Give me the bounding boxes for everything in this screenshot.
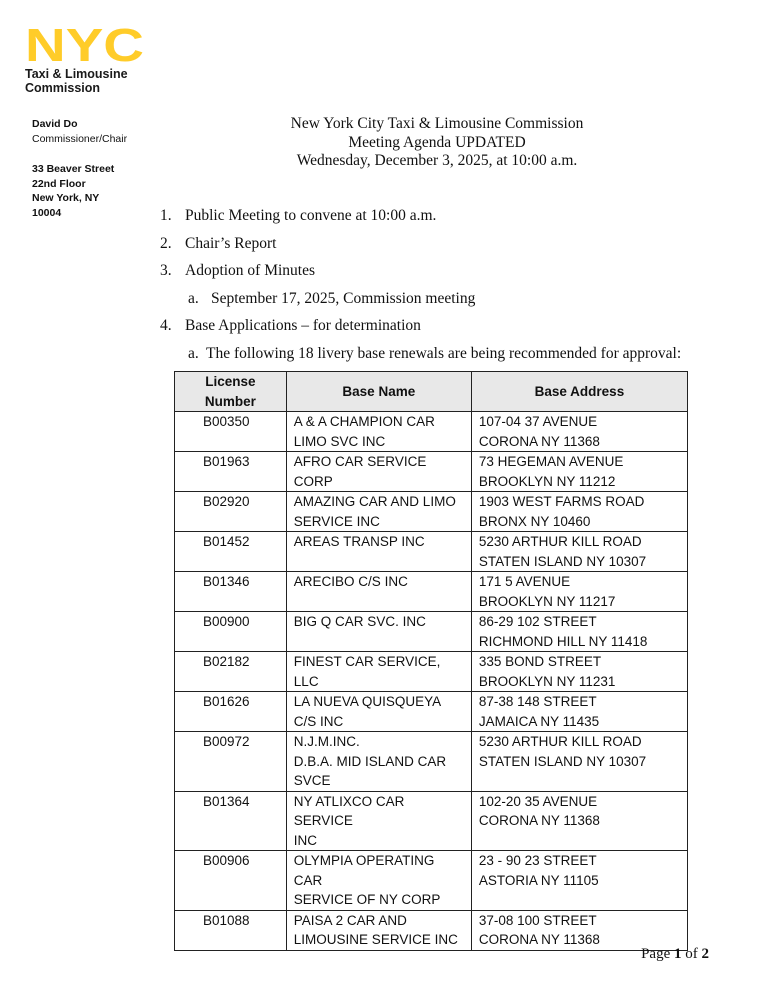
license-number-cell: B01346: [175, 572, 287, 612]
address-line: 33 Beaver Street: [32, 163, 115, 175]
agenda-item: [160, 261, 720, 289]
item-number: 4.: [160, 317, 172, 334]
item-text: Chair’s Report: [185, 234, 277, 252]
office-address: [32, 162, 142, 220]
item-number: 3.: [160, 262, 172, 279]
license-number-cell: B02920: [175, 492, 287, 532]
table-row: [175, 791, 688, 851]
license-number-cell: B00900: [175, 612, 287, 652]
page-word: Page: [641, 946, 671, 962]
license-number-cell: B00972: [175, 732, 287, 792]
base-address-cell: 335 BOND STREET BROOKLYN NY 11231: [471, 652, 687, 692]
license-number-cell: B01364: [175, 791, 287, 851]
base-name-cell: PAISA 2 CAR AND LIMOUSINE SERVICE INC: [286, 910, 471, 950]
document-header: [190, 115, 684, 171]
agenda-item: [160, 206, 720, 234]
logo-line-1: Taxi & Limousine: [25, 67, 128, 81]
column-header-text: Base Name: [342, 383, 416, 399]
subitem-letter: a.: [188, 289, 199, 307]
base-name-cell: LA NUEVA QUISQUEYA C/S INC: [286, 692, 471, 732]
subitem-text: The following 18 livery base renewals are being recommended for approval:: [206, 344, 682, 362]
table-row: [175, 532, 688, 572]
table-row: [175, 572, 688, 612]
address-line: 10004: [32, 206, 62, 219]
subitem-letter: a.: [188, 344, 199, 362]
column-header-text: License Number: [204, 374, 256, 409]
table-row: [175, 412, 688, 452]
nyc-tlc-logo: [25, 24, 155, 95]
address-line: New York, NY: [32, 192, 100, 204]
base-address-cell: 1903 WEST FARMS ROAD BRONX NY 10460: [471, 492, 687, 532]
table-row: [175, 652, 688, 692]
item-text: Adoption of Minutes: [185, 262, 316, 279]
base-name-cell: NY ATLIXCO CAR SERVICE INC: [286, 791, 471, 851]
license-number-cell: B00350: [175, 412, 287, 452]
nyc-logo-icon: [25, 24, 145, 64]
total-pages: 2: [701, 946, 709, 962]
license-number-cell: B01626: [175, 692, 287, 732]
table-row: [175, 851, 688, 911]
base-name-cell: FINEST CAR SERVICE, LLC: [286, 652, 471, 692]
license-number-cell: B01452: [175, 532, 287, 572]
base-name-cell: ARECIBO C/S INC: [286, 572, 471, 612]
agenda-subitem: [160, 344, 720, 363]
column-header-address: [471, 372, 687, 412]
logo-wordmark: NYC: [25, 24, 144, 64]
table-row: [175, 452, 688, 492]
base-address-cell: 107-04 37 AVENUE CORONA NY 11368: [471, 412, 687, 452]
table-row: [175, 492, 688, 532]
of-word: of: [685, 946, 698, 962]
livery-base-table: [174, 371, 688, 951]
base-name-cell: A & A CHAMPION CAR LIMO SVC INC: [286, 412, 471, 452]
header-date: Wednesday, December 3, 2025, at 10:00 a.m.: [296, 152, 578, 169]
base-name-cell: AMAZING CAR AND LIMO SERVICE INC: [286, 492, 471, 532]
sidebar: [32, 117, 142, 220]
column-header-name: [286, 372, 471, 412]
page-number: [641, 946, 709, 963]
column-header-text: Base Address: [534, 383, 625, 399]
item-text: Public Meeting to convene at 10:00 a.m.: [185, 207, 437, 224]
commissioner-name: David Do: [32, 118, 78, 130]
table-body: [175, 412, 688, 951]
address-line: 22nd Floor: [32, 177, 86, 190]
base-address-cell: 102-20 35 AVENUE CORONA NY 11368: [471, 791, 687, 851]
base-name-cell: OLYMPIA OPERATING CAR SERVICE OF NY CORP: [286, 851, 471, 911]
base-address-cell: 171 5 AVENUE BROOKLYN NY 11217: [471, 572, 687, 612]
item-number: 1.: [160, 207, 172, 224]
commissioner-role: Commissioner/Chair: [32, 132, 128, 145]
agenda-list: [160, 206, 720, 363]
base-address-cell: 5230 ARTHUR KILL ROAD STATEN ISLAND NY 10307: [471, 732, 687, 792]
agenda-subitem: [160, 289, 720, 317]
base-name-cell: AFRO CAR SERVICE CORP: [286, 452, 471, 492]
header-org: New York City Taxi & Limousine Commission: [290, 115, 584, 132]
item-text: Base Applications – for determination: [185, 317, 421, 334]
current-page: 1: [674, 946, 682, 962]
base-address-cell: 73 HEGEMAN AVENUE BROOKLYN NY 11212: [471, 452, 687, 492]
agenda-item: [160, 316, 720, 344]
subitem-text: September 17, 2025, Commission meeting: [211, 289, 476, 307]
table-header-row: [175, 372, 688, 412]
license-number-cell: B01088: [175, 910, 287, 950]
column-header-license: [175, 372, 287, 412]
logo-line-2: Commission: [25, 81, 101, 95]
base-address-cell: 23 - 90 23 STREET ASTORIA NY 11105: [471, 851, 687, 911]
base-name-cell: N.J.M.INC. D.B.A. MID ISLAND CAR SVCE: [286, 732, 471, 792]
table-row: [175, 612, 688, 652]
license-number-cell: B02182: [175, 652, 287, 692]
license-number-cell: B00906: [175, 851, 287, 911]
base-address-cell: 86-29 102 STREET RICHMOND HILL NY 11418: [471, 612, 687, 652]
base-name-cell: AREAS TRANSP INC: [286, 532, 471, 572]
item-number: 2.: [160, 234, 172, 252]
base-name-cell: BIG Q CAR SVC. INC: [286, 612, 471, 652]
agenda-item: [160, 234, 720, 262]
logo-subtitle: [25, 67, 155, 95]
license-number-cell: B01963: [175, 452, 287, 492]
table-row: [175, 732, 688, 792]
base-address-cell: 5230 ARTHUR KILL ROAD STATEN ISLAND NY 10307: [471, 532, 687, 572]
base-address-cell: 37-08 100 STREET CORONA NY 11368: [471, 910, 687, 950]
header-title: Meeting Agenda UPDATED: [348, 133, 526, 151]
base-address-cell: 87-38 148 STREET JAMAICA NY 11435: [471, 692, 687, 732]
table-row: [175, 910, 688, 950]
table-row: [175, 692, 688, 732]
